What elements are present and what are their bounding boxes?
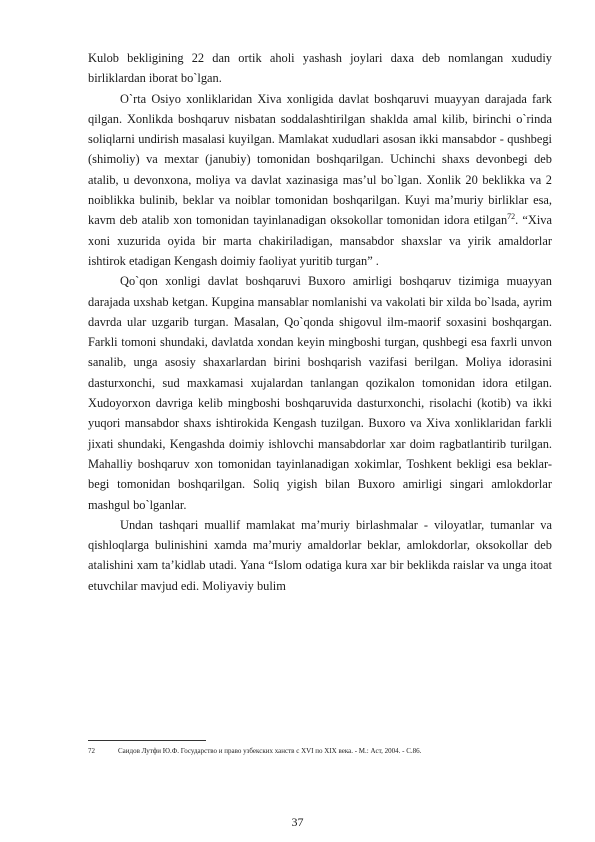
paragraph-1: Kulob bekligining 22 dan ortik aholi yashash joylari daxa deb nomlangan xududiy birliklardan iborat bo`lgan. xyxy=(88,51,552,86)
paragraph-2-text: O`rta Osiyo xonliklaridan Xiva xonligida davlat boshqaruvi muayyan darajada fark qilgan. Xonlikda boshqaruv nisbatan soddalashtirilgan shaklda amal kilib, birinchi o`rinda soliqlarni undirish masalasi kuyilgan. Mamlakat xududlari asosan ikki mansabdor - qushbegi (shimoliy) va mextar (janubiy) tomonidan boshqarilgan. Uchinchi shaxs devonbegi deb atalib, u devonxona, moliya va davlat xazinasiga mas’ul bo`lgan. Xonlik 20 beklikka va 2 noiblikka bulinib, beklar va noiblar tomonidan boshqarilgan. Kuyi ma’muriy birliklar esa, kavm deb atalib xon tomonidan tayinlanadigan oksokollar tomonidan idora etilgan xyxy=(88,91,552,228)
paragraph-4: Undan tashqari muallif mamlakat ma’muriy birlashmalar - viloyatlar, tumanlar va qishloqlarga bulinishini xamda ma’muriy amaldorlar beklar, amlokdorlar, oksokollar deb atalishini xam ta’kidlab utadi. Yana “Islom odatiga kura xar bir beklikda raislar va unga itoat etuvchilar mavjud edi. Moliyaviy bulim xyxy=(88,517,552,593)
paragraph-2 xyxy=(88,89,552,272)
page-number: 37 xyxy=(291,815,304,829)
paragraph-2-continued: . “Xiva xoni xuzurida oyida bir marta chakiriladigan, mansabdor shaxslar va yirik amaldorlar ishtirok etadigan Kengash doimiy faoliyat yuritib turgan” . xyxy=(88,213,552,268)
footnote-text: Саидов Лутфи Ю.Ф. Государство и право узбекских ханств с XVI по XIX века. - М.: Acт, 2004. - C.86. xyxy=(118,747,422,755)
footnote-ref-72[interactable]: 72 xyxy=(507,212,516,222)
footnote-number: 72 xyxy=(88,747,95,755)
footnote xyxy=(88,746,552,756)
body-text xyxy=(88,48,552,596)
paragraph-3: Qo`qon xonligi davlat boshqaruvi Buxoro amirligi boshqaruv tizimiga muayyan darajada uxshab ketgan. Kupgina mansablar nomlanishi va vakolati bir xilda bo`lsada, ayrim davrda ular uzgarib turgan. Masalan, Qo`qonda shigovul ilm-maorif soxasini boshqargan. Farkli tomoni shundaki, davlatda xondan keyin mingboshi turgan, qushbegi esa faxrli unvon sanalib, unga asosiy shaxarlardan birini boshqarish vazifasi berilgan. Moliya idorasini dasturxonchi, sud maxkamasi xujalardan tanlangan qozikalon tomonidan idora etilgan. Xudoyorxon davriga kelib mingboshi boshqaruvida dasturxonchi, risolachi (kotib) va ikki yuqori mansabdor shaxs ishtirokida Kengash tuzilgan. Buxoro va Xiva xonliklaridan farkli jixati shundaki, Kengashda doimiy ishlovchi mansabdorlar xar doim ragbatlantirib turilgan. Mahalliy boshqaruv xon tomonidan tayinlanadigan xokimlar, Toshkent bekligi esa beklar-begi tomonidan boshqarilgan. Soliq yigish bilan Buxoro amirligi singari amlokdorlar mashgul bo`lganlar. xyxy=(88,274,552,512)
footnote-separator xyxy=(88,740,206,741)
